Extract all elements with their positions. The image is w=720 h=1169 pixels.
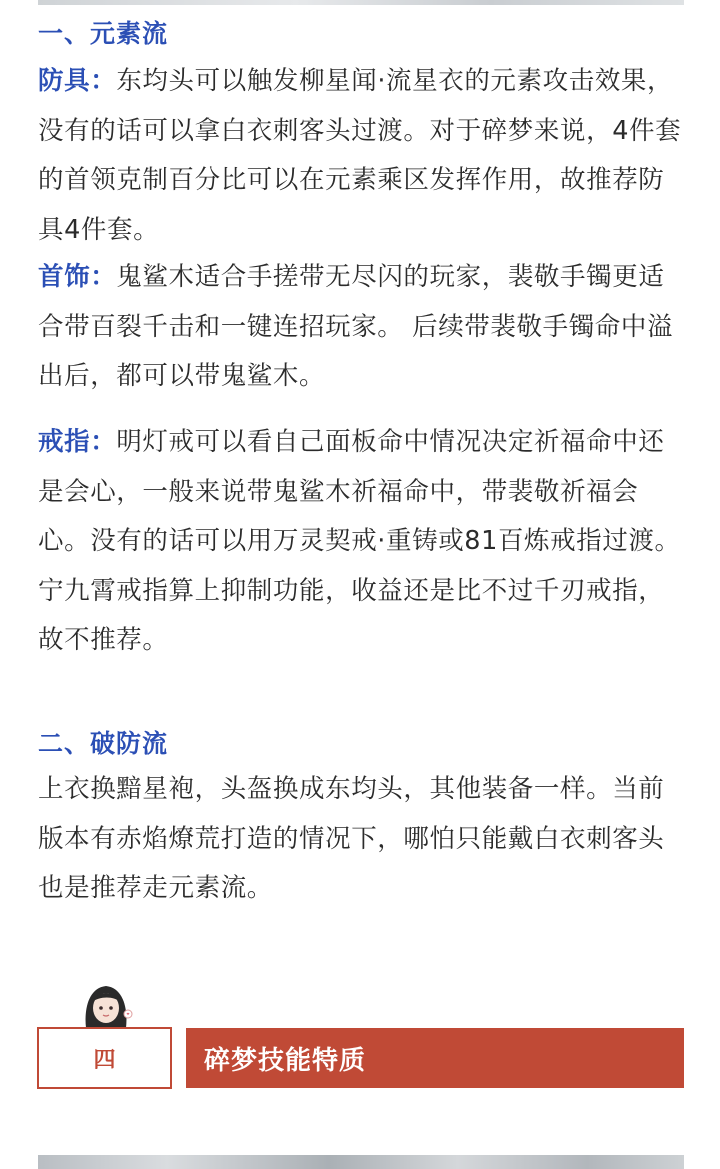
section-heading-element-flow: 一、元素流 (38, 19, 169, 48)
label-accessory: 首饰： (38, 262, 117, 292)
text-accessory: 鬼鲨木适合手搓带无尽闪的玩家，裴敬手镯更适合带百裂千击和一键连招玩家。 后续带裴敬手镯命中溢出后，都可以带鬼鲨木。 (38, 262, 674, 391)
section-title-bar: 碎梦技能特质 (186, 1028, 684, 1088)
text-armor: 东均头可以触发柳星闻·流星衣的元素攻击效果，没有的话可以拿白衣刺客头过渡。对于碎梦来说，4件套的首领克制百分比可以在元素乘区发挥作用，故推荐防具4件套。 (38, 66, 682, 245)
top-image-edge (38, 0, 684, 5)
paragraph-armor (38, 57, 688, 255)
paragraph-ring (38, 418, 688, 666)
text-armor-break: 上衣换黯星袍，头盔换成东均头，其他装备一样。当前版本有赤焰燎荒打造的情况下，哪怕只能戴白衣刺客头也是推荐走元素流。 (38, 774, 665, 903)
paragraph-accessory (38, 253, 688, 402)
bottom-image-edge (38, 1155, 684, 1169)
paragraph-armor-break (38, 765, 688, 914)
section-banner (37, 1027, 684, 1089)
text-ring: 明灯戒可以看自己面板命中情况决定祈福命中还是会心，一般来说带鬼鲨木祈福命中，带裴敬祈福会心。没有的话可以用万灵契戒·重铸或81百炼戒指过渡。宁九霄戒指算上抑制功能，收益还是比不过千刃戒指，故不推荐。 (38, 427, 681, 655)
section-number-box: 四 (37, 1027, 172, 1089)
label-ring: 戒指： (38, 427, 117, 457)
avatar (76, 980, 136, 1030)
section-heading-armor-break-flow: 二、破防流 (38, 729, 169, 758)
label-armor: 防具： (38, 66, 117, 96)
